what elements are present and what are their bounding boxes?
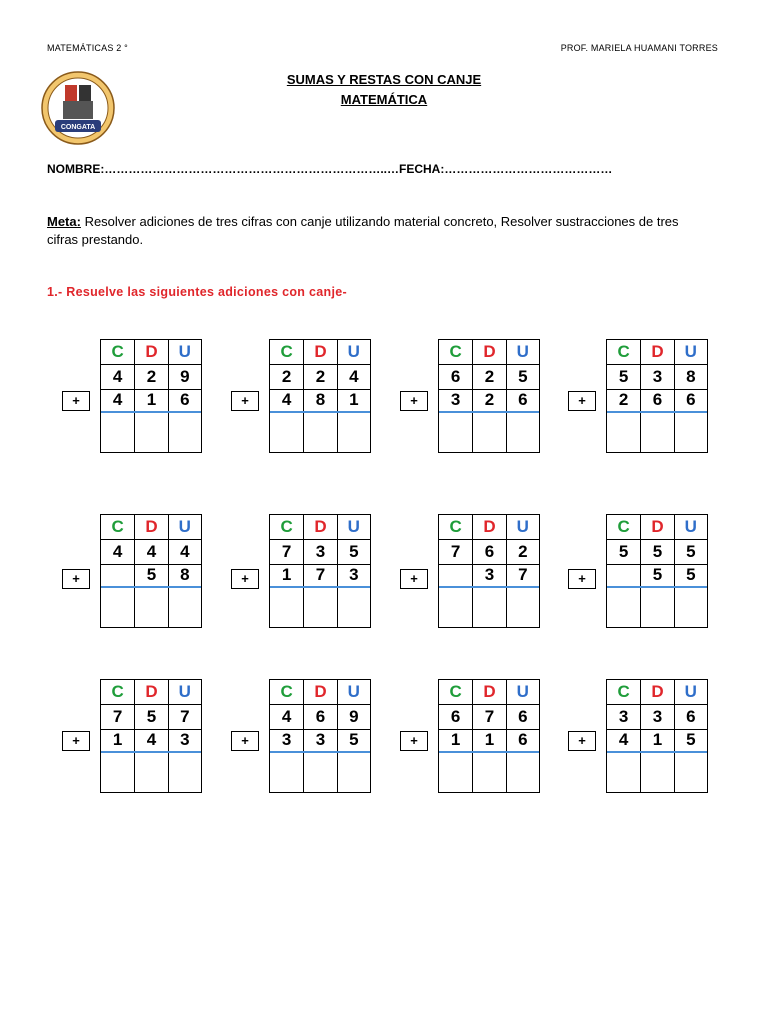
- header-decenas: D: [472, 680, 505, 704]
- header-decenas: D: [303, 680, 336, 704]
- answer-row: [270, 413, 370, 452]
- digit-cell: 3: [337, 564, 370, 586]
- addend-top-row: [270, 539, 370, 565]
- answer-cell[interactable]: [640, 753, 673, 792]
- column-header-row: [439, 340, 539, 365]
- digit-cell: 4: [281, 390, 292, 409]
- answer-row: [101, 413, 201, 452]
- addend-top-row: [439, 364, 539, 390]
- digit-cell: [101, 564, 134, 586]
- addition-problem: [231, 339, 376, 457]
- plus-sign: +: [568, 731, 596, 751]
- header-decenas: D: [303, 515, 336, 539]
- answer-row: [439, 753, 539, 792]
- digit-cell: 5: [134, 704, 167, 729]
- addend-top-row: [439, 704, 539, 730]
- column-header-row: [101, 340, 201, 365]
- column-header-row: [101, 680, 201, 705]
- digit-cell: 4: [168, 539, 201, 564]
- digit-cell: 2: [472, 364, 505, 389]
- answer-cell[interactable]: [168, 753, 201, 792]
- answer-cell[interactable]: [303, 753, 336, 792]
- digit-cell: 5: [337, 539, 370, 564]
- addend-top-row: [101, 704, 201, 730]
- answer-cell[interactable]: [472, 753, 505, 792]
- digit-cell: 2: [303, 364, 336, 389]
- header-centenas: C: [111, 342, 124, 361]
- digit-cell: 7: [450, 542, 461, 561]
- digit-cell: 1: [472, 729, 505, 751]
- digit-cell: 3: [472, 564, 505, 586]
- plus-sign: +: [62, 731, 90, 751]
- addition-problem: [62, 339, 207, 457]
- digit-cell: 5: [640, 539, 673, 564]
- answer-row: [607, 413, 707, 452]
- answer-cell[interactable]: [101, 588, 134, 627]
- header-decenas: D: [134, 515, 167, 539]
- plus-sign: +: [231, 731, 259, 751]
- addend-bottom-row: [439, 729, 539, 753]
- digit-cell: 5: [674, 729, 707, 751]
- header-centenas: C: [111, 517, 124, 536]
- answer-cell[interactable]: [674, 753, 707, 792]
- addend-top-row: [270, 364, 370, 390]
- header-unidades: U: [506, 515, 539, 539]
- header-unidades: U: [337, 515, 370, 539]
- place-value-grid: [269, 514, 371, 628]
- answer-cell[interactable]: [607, 588, 640, 627]
- header-decenas: D: [640, 680, 673, 704]
- digit-cell: 4: [134, 729, 167, 751]
- answer-cell[interactable]: [607, 753, 640, 792]
- addend-bottom-row: [607, 564, 707, 588]
- digit-cell: 3: [618, 707, 629, 726]
- digit-cell: 2: [618, 390, 629, 409]
- header-decenas: D: [134, 340, 167, 364]
- column-header-row: [270, 680, 370, 705]
- digit-cell: 4: [618, 730, 629, 749]
- header-decenas: D: [640, 340, 673, 364]
- plus-sign: +: [400, 391, 428, 411]
- header-unidades: U: [168, 340, 201, 364]
- digit-cell: 5: [674, 539, 707, 564]
- header-centenas: C: [280, 342, 293, 361]
- place-value-grid: [606, 679, 708, 793]
- digit-cell: 5: [674, 564, 707, 586]
- header-centenas: C: [111, 682, 124, 701]
- digit-cell: 8: [168, 564, 201, 586]
- digit-cell: [439, 564, 472, 586]
- header-unidades: U: [674, 680, 707, 704]
- addend-bottom-row: [270, 729, 370, 753]
- header-unidades: U: [337, 340, 370, 364]
- digit-cell: 7: [303, 564, 336, 586]
- place-value-grid: [438, 339, 540, 453]
- answer-cell[interactable]: [270, 588, 303, 627]
- header-teacher: PROF. MARIELA HUAMANI TORRES: [560, 43, 718, 53]
- addend-bottom-row: [607, 729, 707, 753]
- instruction-1: 1.- Resuelve las siguientes adiciones con canje-: [47, 285, 347, 299]
- answer-cell[interactable]: [472, 588, 505, 627]
- answer-cell[interactable]: [101, 753, 134, 792]
- addend-bottom-row: [101, 564, 201, 588]
- answer-cell[interactable]: [337, 413, 370, 452]
- answer-cell[interactable]: [134, 588, 167, 627]
- answer-cell[interactable]: [439, 588, 472, 627]
- digit-cell: 4: [337, 364, 370, 389]
- answer-cell[interactable]: [303, 588, 336, 627]
- worksheet-subtitle: MATEMÁTICA: [340, 92, 428, 107]
- answer-cell[interactable]: [101, 413, 134, 452]
- answer-row: [270, 588, 370, 627]
- answer-cell[interactable]: [134, 753, 167, 792]
- digit-cell: 6: [450, 707, 461, 726]
- digit-cell: 2: [134, 364, 167, 389]
- digit-cell: 3: [281, 730, 292, 749]
- goal-label: Meta:: [47, 214, 81, 229]
- header-centenas: C: [617, 517, 630, 536]
- answer-cell[interactable]: [168, 588, 201, 627]
- addend-bottom-row: [270, 389, 370, 413]
- column-header-row: [607, 680, 707, 705]
- answer-row: [101, 588, 201, 627]
- place-value-grid: [269, 679, 371, 793]
- answer-row: [607, 753, 707, 792]
- addend-top-row: [607, 364, 707, 390]
- addend-top-row: [101, 539, 201, 565]
- answer-cell[interactable]: [439, 413, 472, 452]
- answer-cell[interactable]: [674, 413, 707, 452]
- plus-sign: +: [62, 391, 90, 411]
- addend-bottom-row: [439, 564, 539, 588]
- header-unidades: U: [506, 680, 539, 704]
- digit-cell: 9: [168, 364, 201, 389]
- digit-cell: 6: [674, 704, 707, 729]
- place-value-grid: [606, 514, 708, 628]
- header-decenas: D: [303, 340, 336, 364]
- digit-cell: 8: [674, 364, 707, 389]
- header-centenas: C: [449, 682, 462, 701]
- answer-row: [607, 588, 707, 627]
- addition-problem: [400, 339, 545, 457]
- addend-bottom-row: [270, 564, 370, 588]
- goal-paragraph: [47, 213, 687, 249]
- addend-bottom-row: [607, 389, 707, 413]
- plus-sign: +: [231, 391, 259, 411]
- column-header-row: [270, 340, 370, 365]
- plus-sign: +: [568, 391, 596, 411]
- digit-cell: 6: [303, 704, 336, 729]
- digit-cell: 7: [168, 704, 201, 729]
- addend-top-row: [607, 539, 707, 565]
- digit-cell: 5: [506, 364, 539, 389]
- digit-cell: 3: [450, 390, 461, 409]
- header-unidades: U: [674, 340, 707, 364]
- digit-cell: 6: [506, 389, 539, 411]
- answer-cell[interactable]: [270, 753, 303, 792]
- digit-cell: 6: [506, 729, 539, 751]
- digit-cell: 5: [134, 564, 167, 586]
- answer-cell[interactable]: [674, 588, 707, 627]
- addition-problem: [231, 514, 376, 632]
- digit-cell: 1: [134, 389, 167, 411]
- digit-cell: 6: [506, 704, 539, 729]
- header-unidades: U: [168, 515, 201, 539]
- header-centenas: C: [449, 517, 462, 536]
- digit-cell: 4: [281, 707, 292, 726]
- digit-cell: 1: [640, 729, 673, 751]
- digit-cell: 7: [472, 704, 505, 729]
- digit-cell: 6: [168, 389, 201, 411]
- digit-cell: 1: [281, 565, 292, 584]
- header-decenas: D: [640, 515, 673, 539]
- digit-cell: 5: [618, 367, 629, 386]
- addition-problem: [568, 339, 713, 457]
- digit-cell: 7: [506, 564, 539, 586]
- digit-cell: [607, 564, 640, 586]
- addition-problem: [231, 679, 376, 797]
- answer-cell[interactable]: [439, 753, 472, 792]
- header-unidades: U: [506, 340, 539, 364]
- place-value-grid: [606, 339, 708, 453]
- logo-text: CONGATA: [60, 124, 96, 131]
- header-centenas: C: [617, 342, 630, 361]
- goal-text: Resolver adiciones de tres cifras con canje utilizando material concreto, Resolver sustracciones de tres cifras prestando.: [47, 214, 679, 247]
- digit-cell: 4: [112, 542, 123, 561]
- plus-sign: +: [400, 731, 428, 751]
- answer-cell[interactable]: [337, 588, 370, 627]
- place-value-grid: [269, 339, 371, 453]
- digit-cell: 1: [337, 389, 370, 411]
- header-centenas: C: [280, 682, 293, 701]
- plus-sign: +: [400, 569, 428, 589]
- answer-cell[interactable]: [640, 413, 673, 452]
- place-value-grid: [100, 339, 202, 453]
- digit-cell: 5: [640, 564, 673, 586]
- addend-top-row: [101, 364, 201, 390]
- answer-cell[interactable]: [134, 413, 167, 452]
- addition-problem: [400, 514, 545, 632]
- header-decenas: D: [472, 515, 505, 539]
- answer-cell[interactable]: [607, 413, 640, 452]
- digit-cell: 3: [303, 729, 336, 751]
- header-unidades: U: [674, 515, 707, 539]
- digit-cell: 9: [337, 704, 370, 729]
- answer-cell[interactable]: [506, 753, 539, 792]
- column-header-row: [439, 680, 539, 705]
- digit-cell: 6: [674, 389, 707, 411]
- answer-cell[interactable]: [168, 413, 201, 452]
- addition-problem: [400, 679, 545, 797]
- header-unidades: U: [337, 680, 370, 704]
- addition-problem: [62, 514, 207, 632]
- digit-cell: 6: [472, 539, 505, 564]
- answer-cell[interactable]: [506, 588, 539, 627]
- digit-cell: 3: [640, 364, 673, 389]
- digit-cell: 2: [506, 539, 539, 564]
- digit-cell: 5: [618, 542, 629, 561]
- digit-cell: 2: [281, 367, 292, 386]
- place-value-grid: [100, 514, 202, 628]
- answer-row: [439, 413, 539, 452]
- digit-cell: 4: [112, 367, 123, 386]
- answer-cell[interactable]: [472, 413, 505, 452]
- answer-cell[interactable]: [506, 413, 539, 452]
- column-header-row: [439, 515, 539, 540]
- addition-problem: [62, 679, 207, 797]
- digit-cell: 6: [450, 367, 461, 386]
- answer-row: [101, 753, 201, 792]
- column-header-row: [101, 515, 201, 540]
- digit-cell: 3: [640, 704, 673, 729]
- header-subject: MATEMÁTICAS 2 °: [47, 43, 128, 53]
- answer-row: [439, 588, 539, 627]
- digit-cell: 6: [640, 389, 673, 411]
- digit-cell: 2: [472, 389, 505, 411]
- column-header-row: [607, 340, 707, 365]
- addend-top-row: [439, 539, 539, 565]
- addition-problem: [568, 679, 713, 797]
- answer-cell[interactable]: [337, 753, 370, 792]
- header-centenas: C: [280, 517, 293, 536]
- name-date-line: NOMBRE:……………………………………………………………..…FECHA:……………………………………: [47, 162, 613, 176]
- plus-sign: +: [568, 569, 596, 589]
- digit-cell: 4: [112, 390, 123, 409]
- plus-sign: +: [231, 569, 259, 589]
- header-decenas: D: [472, 340, 505, 364]
- addend-bottom-row: [101, 389, 201, 413]
- column-header-row: [607, 515, 707, 540]
- plus-sign: +: [62, 569, 90, 589]
- answer-cell[interactable]: [270, 413, 303, 452]
- place-value-grid: [438, 679, 540, 793]
- answer-cell[interactable]: [303, 413, 336, 452]
- addition-problem: [568, 514, 713, 632]
- worksheet-title: SUMAS Y RESTAS CON CANJE: [286, 72, 482, 87]
- place-value-grid: [438, 514, 540, 628]
- addend-top-row: [270, 704, 370, 730]
- answer-cell[interactable]: [640, 588, 673, 627]
- digit-cell: 7: [281, 542, 292, 561]
- digit-cell: 1: [112, 730, 123, 749]
- addend-bottom-row: [101, 729, 201, 753]
- place-value-grid: [100, 679, 202, 793]
- digit-cell: 3: [168, 729, 201, 751]
- digit-cell: 3: [303, 539, 336, 564]
- digit-cell: 5: [337, 729, 370, 751]
- answer-row: [270, 753, 370, 792]
- digit-cell: 7: [112, 707, 123, 726]
- header-centenas: C: [617, 682, 630, 701]
- digit-cell: 1: [450, 730, 461, 749]
- addend-bottom-row: [439, 389, 539, 413]
- addend-top-row: [607, 704, 707, 730]
- digit-cell: 8: [303, 389, 336, 411]
- digit-cell: 4: [134, 539, 167, 564]
- header-decenas: D: [134, 680, 167, 704]
- header-centenas: C: [449, 342, 462, 361]
- column-header-row: [270, 515, 370, 540]
- header-unidades: U: [168, 680, 201, 704]
